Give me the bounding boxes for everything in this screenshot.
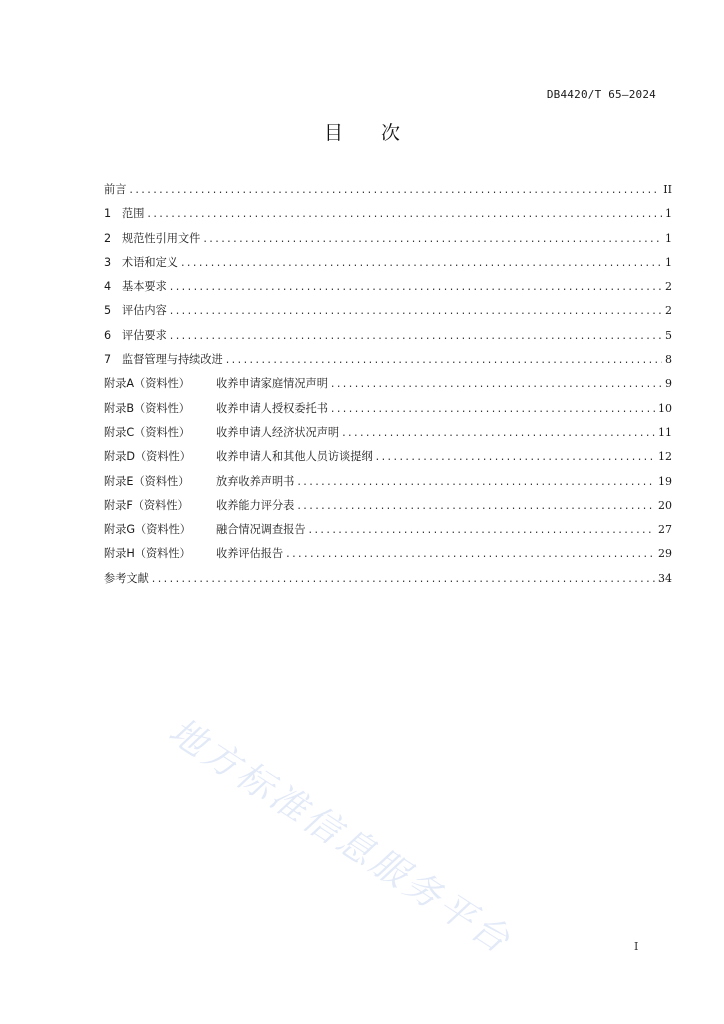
toc-entry-title: 评估要求 [122,328,167,342]
toc-page-number: 20 [658,498,672,512]
toc-appendix-label: 附录G（资料性） [104,523,191,537]
toc-entry-appendix[interactable] [104,375,672,399]
toc-entry-appendix[interactable] [104,473,672,497]
toc-page-number: 1 [665,207,672,221]
toc-entry-number: 2 [104,231,112,245]
document-code: DB4420/T 65—2024 [546,88,656,101]
toc-page-number: 2 [665,304,672,318]
toc-entry-chapter[interactable] [104,205,672,229]
toc-leader-dots [309,521,655,539]
page-number: I [634,940,639,953]
toc-entry-title: 术语和定义 [122,255,178,269]
toc-leader-dots [376,448,655,466]
toc-entry-number: 6 [104,328,112,342]
toc-leader-dots [297,473,655,491]
toc-entry-chapter[interactable] [104,278,672,302]
toc-entry-chapter[interactable] [104,254,672,278]
toc-entry-title: 收养能力评分表 [216,498,295,512]
toc-entry-preface[interactable] [104,181,672,205]
toc-entry-title: 放弃收养声明书 [216,474,295,488]
toc-leader-dots [297,497,655,515]
toc-page-number: 1 [665,255,672,269]
toc-page-number: 12 [658,450,672,464]
toc-page-number: 9 [665,377,672,391]
table-of-contents [104,181,672,594]
toc-entry-appendix[interactable] [104,545,672,569]
toc-appendix-label: 附录E（资料性） [104,474,190,488]
toc-page-number: 1 [665,231,672,245]
toc-leader-dots [181,254,662,272]
toc-leader-dots [342,424,655,442]
toc-leader-dots [331,400,655,418]
toc-entry-title: 监督管理与持续改进 [122,353,223,367]
toc-entry-bibliography[interactable] [104,570,672,594]
toc-entry-title: 参考文献 [104,571,149,585]
toc-entry-title: 评估内容 [122,304,167,318]
toc-appendix-label: 附录F（资料性） [104,498,189,512]
toc-entry-appendix[interactable] [104,424,672,448]
toc-appendix-label: 附录H（资料性） [104,547,191,561]
toc-leader-dots [286,545,655,563]
toc-entry-chapter[interactable] [104,302,672,326]
toc-entry-number: 1 [104,207,112,221]
toc-page-number: 11 [658,425,672,439]
toc-entry-appendix[interactable] [104,497,672,521]
toc-page-number: 19 [658,474,672,488]
toc-title: 目次 [323,122,438,144]
toc-entry-title: 规范性引用文件 [122,231,201,245]
toc-page-number: 2 [665,280,672,294]
toc-page-number: 10 [658,401,672,415]
toc-appendix-label: 附录C（资料性） [104,425,191,439]
toc-entry-title: 前言 [104,183,127,196]
toc-leader-dots [152,570,655,588]
watermark: 地方标准信息服务平台 [161,710,520,963]
toc-entry-number: 5 [104,304,112,318]
toc-entry-title: 融合情况调查报告 [216,523,306,537]
toc-page-number: 27 [658,523,672,537]
toc-appendix-label: 附录B（资料性） [104,401,190,415]
toc-page-number: 5 [665,328,672,342]
toc-leader-dots [129,181,660,199]
toc-leader-dots [147,205,662,223]
toc-entry-title: 收养申请人和其他人员访谈提纲 [216,450,373,464]
toc-entry-chapter[interactable] [104,230,672,254]
toc-leader-dots [331,375,662,393]
toc-page-number: 8 [665,353,672,367]
toc-entry-number: 7 [104,353,112,367]
toc-entry-title: 收养评估报告 [216,547,284,561]
toc-leader-dots [170,302,662,320]
toc-page-number: 34 [658,571,672,585]
toc-entry-appendix[interactable] [104,448,672,472]
toc-leader-dots [170,327,662,345]
toc-appendix-label: 附录D（资料性） [104,450,191,464]
toc-entry-title: 基本要求 [122,280,167,294]
toc-entry-number: 3 [104,255,112,269]
toc-leader-dots [226,351,662,369]
toc-page-number: II [663,183,672,196]
toc-entry-number: 4 [104,280,112,294]
toc-leader-dots [203,230,662,248]
toc-entry-appendix[interactable] [104,521,672,545]
toc-entry-title: 收养申请家庭情况声明 [216,377,328,391]
toc-entry-chapter[interactable] [104,351,672,375]
toc-entry-title: 收养申请人授权委托书 [216,401,328,415]
toc-entry-title: 收养申请人经济状况声明 [216,425,340,439]
toc-leader-dots [170,278,662,296]
toc-page-number: 29 [658,547,672,561]
toc-appendix-label: 附录A（资料性） [104,377,190,391]
toc-entry-chapter[interactable] [104,327,672,351]
toc-entry-appendix[interactable] [104,400,672,424]
toc-entry-title: 范围 [122,207,145,221]
